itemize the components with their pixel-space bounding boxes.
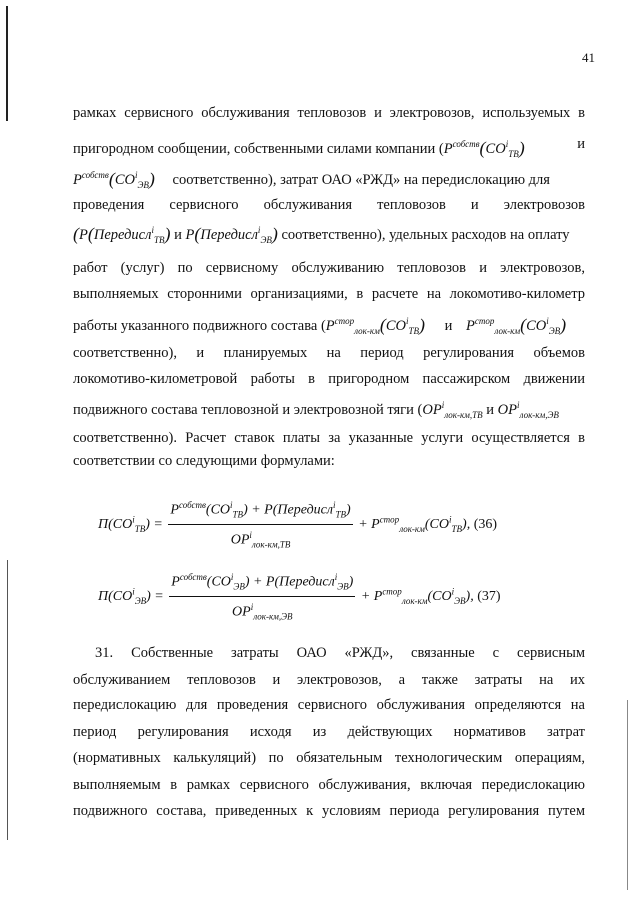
text-line: рамках сервисного обслуживания тепловозов и электровозов, используемых в <box>73 105 585 121</box>
text-line: 31. Собственные затраты ОАО «РЖД», связанные с сервисным <box>95 645 585 661</box>
text-line: соответственно). Расчет ставок платы за указанные услуги осуществляется в <box>73 430 585 446</box>
text-line: передислокацию для проведения сервисного обслуживания определяются на <box>73 697 585 713</box>
formula-37: $П(CO^i_{ЭВ})$ = $\frac{P^{собств}(CO^i_{ЭВ}) + P(Передисл^i_{ЭВ})}{OP^i_{лок-км,ЭВ}}$ + $P^{стор}_{лок-км}(CO^i_{ЭВ})$, (37) <box>98 567 501 627</box>
peredisl-symbol: (P(Передисл$^i_{ТВ}$) <box>73 223 171 245</box>
scan-edge-left-lower <box>7 560 8 840</box>
text-line: соответственно), и планируемых на период регулирования объемов <box>73 345 585 361</box>
text-line: $P^{собств}(CO^i_{ЭВ})$ соответственно), затрат ОАО «РЖД» на передислокацию для <box>73 168 550 190</box>
text-line: пригородном сообщении, собственными силами компании ($P^{собств}(CO^i_{ТВ})$ и <box>73 136 585 159</box>
cost-symbol: $P^{собств}(CO^i_{ЭВ})$ <box>73 168 155 190</box>
text-line: соответствии со следующими формулами: <box>73 453 335 469</box>
text-line: (нормативных калькуляций) по обязательным технологическим операциям, <box>73 750 585 766</box>
scan-edge-left <box>6 6 8 121</box>
cost-symbol: $P^{собств}(CO^i_{ТВ})$ <box>443 137 525 159</box>
formula-36: $П(CO^i_{ТВ})$ = $\frac{P^{собств}(CO^i_{ТВ}) + P(Передисл^i_{ТВ})}{OP^i_{лок-км,ТВ}}$ + $P^{стор}_{лок-км}(CO^i_{ТВ})$, (36) <box>98 495 497 555</box>
page-number: 41 <box>582 50 595 65</box>
text-line: проведения сервисного обслуживания тепловозов и электровозов <box>73 197 585 213</box>
text-line: работ (услуг) по сервисному обслуживанию тепловозов и электровозов, <box>73 260 585 276</box>
text-line: подвижного состава, приведенных к условиям периода регулирования путем <box>73 803 585 819</box>
text-line: работы указанного подвижного состава ($P^{стор}_{лок-км}(CO^i_{ТВ})$ и $P^{стор}_{лок-км}(CO^i_{ЭВ})$ <box>73 314 567 336</box>
text-line: локомотиво-километровой работы в пригородном пассажирском движении <box>73 371 585 387</box>
text-line: период регулирования исходя из действующих нормативов затрат <box>73 724 585 740</box>
text-line: выполняемых сторонними организациями, в расчете на локомотиво-километр <box>73 286 585 302</box>
text-line: обслуживанием тепловозов и электровозов, а также затраты на их <box>73 672 585 688</box>
text-line: (P(Передисл$^i_{ТВ}$) и P(Передисл$^i_{ЭВ}$) соответственно), удельных расходов на оплату <box>73 223 570 245</box>
text-line: подвижного состава тепловозной и электровозной тяги ($OP^i_{лок-км,ТВ}$ и $OP^i_{лок-км,ЭВ}$ <box>73 400 559 420</box>
scan-edge-right <box>627 700 628 890</box>
text-line: выполняемым в рамках сервисного обслуживания, включая передислокацию <box>73 777 585 793</box>
